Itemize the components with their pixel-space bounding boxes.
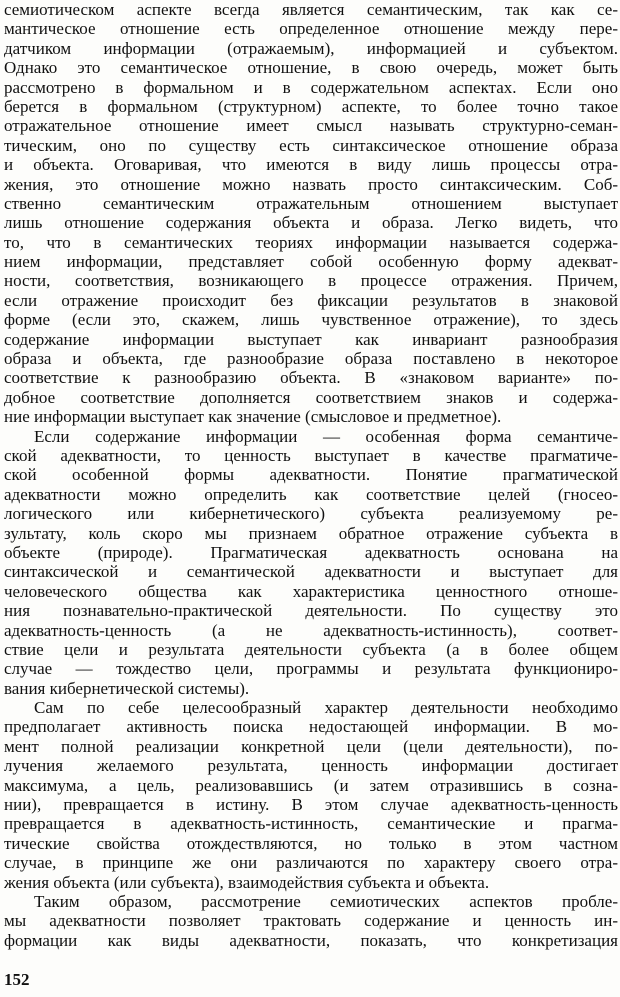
text-line: адекватность-ценность (а не адекватность-истинность), соответ- xyxy=(4,620,618,640)
text-line: ствие цели и результата деятельности субъекта (а в более общем xyxy=(4,639,618,659)
text-line: то, что в семантических теориях информации называется содержа- xyxy=(4,232,618,252)
text-line: семиотическом аспекте всегда является семантическим, так как се- xyxy=(4,0,618,19)
page-text-block xyxy=(4,0,618,950)
text-line: превращается в адекватность-истинность, семантические и прагма- xyxy=(4,814,618,834)
text-line: случае, в принципе же они различаются по характеру своего отра- xyxy=(4,853,618,873)
text-line: нием информации, представляет собой особенную форму адекват- xyxy=(4,252,618,272)
text-line: синтаксической и семантической адекватности и выступает для xyxy=(4,562,618,582)
text-line: жения объекта (или субъекта), взаимодействия субъекта и объекта. xyxy=(4,872,490,892)
text-line: логического или кибернетического) субъекта реализуемому ре- xyxy=(4,504,618,524)
text-line: Если содержание информации — особенная форма семантиче- xyxy=(34,426,618,446)
text-line: добное соответствие дополняется соответствием знаков и содержа- xyxy=(4,387,618,407)
text-line: зультату, коль скоро мы признаем обратное отражение субъекта в xyxy=(4,523,618,543)
text-line: лучения желаемого результата, ценность информации достигает xyxy=(4,756,618,776)
text-line: соответствие к разнообразию объекта. В «знаковом варианте» по- xyxy=(4,368,618,388)
text-line: мент полной реализации конкретной цели (цели деятельности), по- xyxy=(4,736,618,756)
text-line: формации как виды адекватности, показать, что конкретизация xyxy=(4,930,618,950)
text-line: тическим, оно по существу есть синтаксическое отношение образа xyxy=(4,135,618,155)
text-line: жения, это отношение можно назвать просто синтаксическим. Соб- xyxy=(4,174,618,194)
text-line: ности, соответствия, возникающего в процессе отражения. Причем, xyxy=(4,271,618,291)
page-number: 152 xyxy=(4,970,30,989)
text-line: адекватности можно определить как соответствие целей (гносео- xyxy=(4,484,618,504)
text-line: содержание информации выступает как инвариант разнообразия xyxy=(4,329,618,349)
text-line: ской особенной формы адекватности. Понятие прагматической xyxy=(4,465,618,485)
text-line: датчиком информации (отражаемым), информацией и субъектом. xyxy=(4,38,618,58)
text-line: ской адекватности, то ценность выступает в качестве прагматиче- xyxy=(4,445,618,465)
text-line: объекте (природе). Прагматическая адекватность основана на xyxy=(4,542,618,562)
text-line: мы адекватности позволяет трактовать содержание и ценность ин- xyxy=(4,911,618,931)
text-line: лишь отношение содержания объекта и образа. Легко видеть, что xyxy=(4,213,618,233)
text-line: вания кибернетической системы). xyxy=(4,678,250,698)
text-line: форме (если это, скажем, лишь чувственное отражение), то здесь xyxy=(4,310,618,330)
text-line: образа и объекта, где разнообразие образа поставлено в некоторое xyxy=(4,349,618,369)
text-line: предполагает активность поиска недостающей информации. В мо- xyxy=(4,717,618,737)
text-line: человеческого общества как характеристика ценностного отноше- xyxy=(4,581,618,601)
text-line: нии), превращается в истину. В этом случае адекватность-ценность xyxy=(4,795,618,815)
text-line: и объекта. Оговаривая, что имеются в виду лишь процессы отра- xyxy=(4,155,618,175)
text-line: тические свойства отождествляются, но только в этом частном xyxy=(4,833,618,853)
text-line: максимума, а цель, реализовавшись (и затем отразившись в созна- xyxy=(4,775,618,795)
text-line: ние информации выступает как значение (смысловое и предметное). xyxy=(4,407,502,427)
text-line: если отражение происходит без фиксации результатов в знаковой xyxy=(4,290,618,310)
text-line: рассмотрено в формальном и в содержательном аспектах. Если оно xyxy=(4,77,618,97)
text-line: Однако это семантическое отношение, в свою очередь, может быть xyxy=(4,58,618,78)
text-line: берется в формальном (структурном) аспекте, то более точно такое xyxy=(4,96,618,116)
text-line: отражательное отношение имеет смысл называть структурно-семан- xyxy=(4,116,618,136)
text-line: мантическое отношение есть определенное отношение между пере- xyxy=(4,19,618,39)
text-line: случае — тождество цели, программы и результата функциониро- xyxy=(4,659,618,679)
text-line: Таким образом, рассмотрение семиотических аспектов пробле- xyxy=(34,891,618,911)
text-line: ния познавательно-практической деятельности. По существу это xyxy=(4,601,618,621)
text-line: Сам по себе целесообразный характер деятельности необходимо xyxy=(34,698,618,718)
text-line: ственно семантическим отражательным отношением выступает xyxy=(4,193,618,213)
